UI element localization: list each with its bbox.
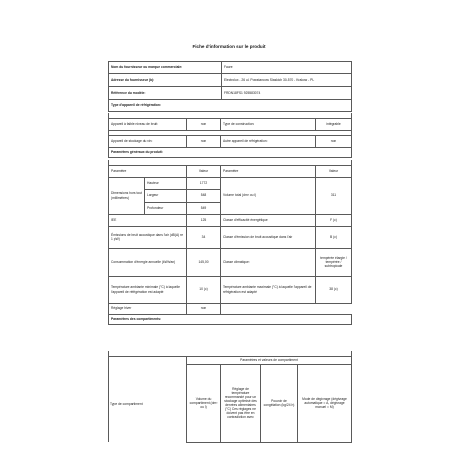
dimensions-label: Dimensions hors tout (millimètres) xyxy=(109,177,145,214)
construction-type-value: intégrable xyxy=(316,118,352,130)
general-params-table xyxy=(108,160,352,325)
climate-class-value: tempérée élargie / tempérée / subtropicale xyxy=(316,248,352,276)
height-row xyxy=(109,177,352,189)
climate-class-label: Classe climatique: xyxy=(221,248,316,276)
supplier-address-value: Electrolux - 26 ul. Powstancow Slaskich 30-570 - Krakow - PL xyxy=(222,74,352,87)
total-volume-label: Volume total (dm³ ou l) xyxy=(221,177,316,214)
depth-value: 549 xyxy=(187,202,221,214)
general-params-heading-row xyxy=(109,147,352,157)
supplier-address-label: Adresse du fournisseur (b): xyxy=(109,74,222,87)
winter-label: Réglage hiver xyxy=(109,303,187,314)
supplier-table xyxy=(108,61,352,112)
noise-value: 34 xyxy=(187,226,221,248)
supplier-name-label: Nom du fournisseur ou marque commerciale: xyxy=(109,62,222,74)
compartment-type-label: Type de compartiment xyxy=(110,402,143,406)
height-value: 1772 xyxy=(187,177,221,189)
eei-row xyxy=(109,214,352,226)
col-volume: Volume du compartiment (dm³ ou l) xyxy=(187,364,221,442)
general-params-heading: Paramètres généraux du produit: xyxy=(109,147,352,157)
other-appliance-label: Autre appareil de réfrigération: xyxy=(221,135,316,147)
other-appliance-value: non xyxy=(316,135,352,147)
low-noise-row xyxy=(109,118,352,130)
low-noise-value: non xyxy=(187,118,221,130)
wine-storage-value: non xyxy=(187,135,221,147)
value-header: Valeur xyxy=(187,165,221,177)
winter-row xyxy=(109,303,352,314)
construction-type-label: Type de construction: xyxy=(221,118,316,130)
param-header: Paramètre xyxy=(109,165,187,177)
eei-label: IEE xyxy=(109,214,187,226)
temperature-row xyxy=(109,276,352,303)
energy-class-value: F (c) xyxy=(316,214,352,226)
wine-storage-row xyxy=(109,135,352,147)
sheet-title: Fiche d'information sur le produit xyxy=(192,44,266,49)
model-ref-value: FRDN18FS1 925583074 xyxy=(222,87,352,100)
compartment-params-header: Paramètres et valeurs de compartiment xyxy=(187,356,352,364)
eei-value: 125 xyxy=(187,214,221,226)
compartment-table xyxy=(108,351,352,443)
min-temp-label: Température ambiante minimale (°C) à laquelle l'appareil de réfrigération est adapté xyxy=(109,276,187,303)
max-temp-label: Température ambiante maximale (°C) à laquelle l'appareil de réfrigération est adapté xyxy=(221,276,316,303)
col-defrost: Mode de dégivrage (dégivrage automatique = A, dégivrage manuel = M) xyxy=(298,364,352,442)
height-label: Hauteur xyxy=(145,177,187,189)
supplier-address-row xyxy=(109,74,352,87)
depth-label: Profondeur xyxy=(145,202,187,214)
appliance-type-heading-row xyxy=(109,100,352,112)
model-ref-row xyxy=(109,87,352,100)
max-temp-value: 38 (c) xyxy=(316,276,352,303)
appliance-type-heading: Type d'appareil de réfrigération: xyxy=(109,100,352,112)
wine-storage-label: Appareil de stockage du vin: xyxy=(109,135,187,147)
appliance-type-table xyxy=(108,113,352,158)
noise-class-label: Classe d'émission de bruit acoustique dans l'air xyxy=(221,226,316,248)
model-ref-label: Référence du modèle: xyxy=(109,87,222,100)
compartment-params-header-row xyxy=(109,356,352,364)
width-label: Largeur xyxy=(145,189,187,202)
winter-value: non xyxy=(187,303,221,314)
total-volume-value: 311 xyxy=(316,177,352,214)
col-freezing: Pouvoir de congélation (kg/24 h) xyxy=(261,364,298,442)
supplier-name-row xyxy=(109,62,352,74)
noise-label: Émissions de bruit acoustique dans l'air (dB(A) re 1 pW) xyxy=(109,226,187,248)
supplier-name-value: Faure xyxy=(222,62,352,74)
consumption-value: 145,00 xyxy=(187,248,221,276)
col-setting: Réglage de température recommandé pour un stockage optimisé des denrées alimentaires (°C) Ces réglages ne doivent pas être en contradiction avec xyxy=(221,364,261,442)
noise-row xyxy=(109,226,352,248)
consumption-label: Consommation d'énergie annuelle (kWh/an) xyxy=(109,248,187,276)
energy-class-label: Classe d'efficacité énergétique xyxy=(221,214,316,226)
low-noise-label: Appareil à faible niveau de bruit: xyxy=(109,118,187,130)
min-temp-value: 10 (c) xyxy=(187,276,221,303)
value-header-2: Valeur xyxy=(316,165,352,177)
param-header-2: Paramètre xyxy=(221,165,316,177)
general-params-header-row xyxy=(109,165,352,177)
width-value: 548 xyxy=(187,189,221,202)
compartment-heading-row xyxy=(109,314,352,324)
noise-class-value: B (c) xyxy=(316,226,352,248)
consumption-row xyxy=(109,248,352,276)
compartment-heading: Paramètres des compartiments: xyxy=(109,314,352,324)
